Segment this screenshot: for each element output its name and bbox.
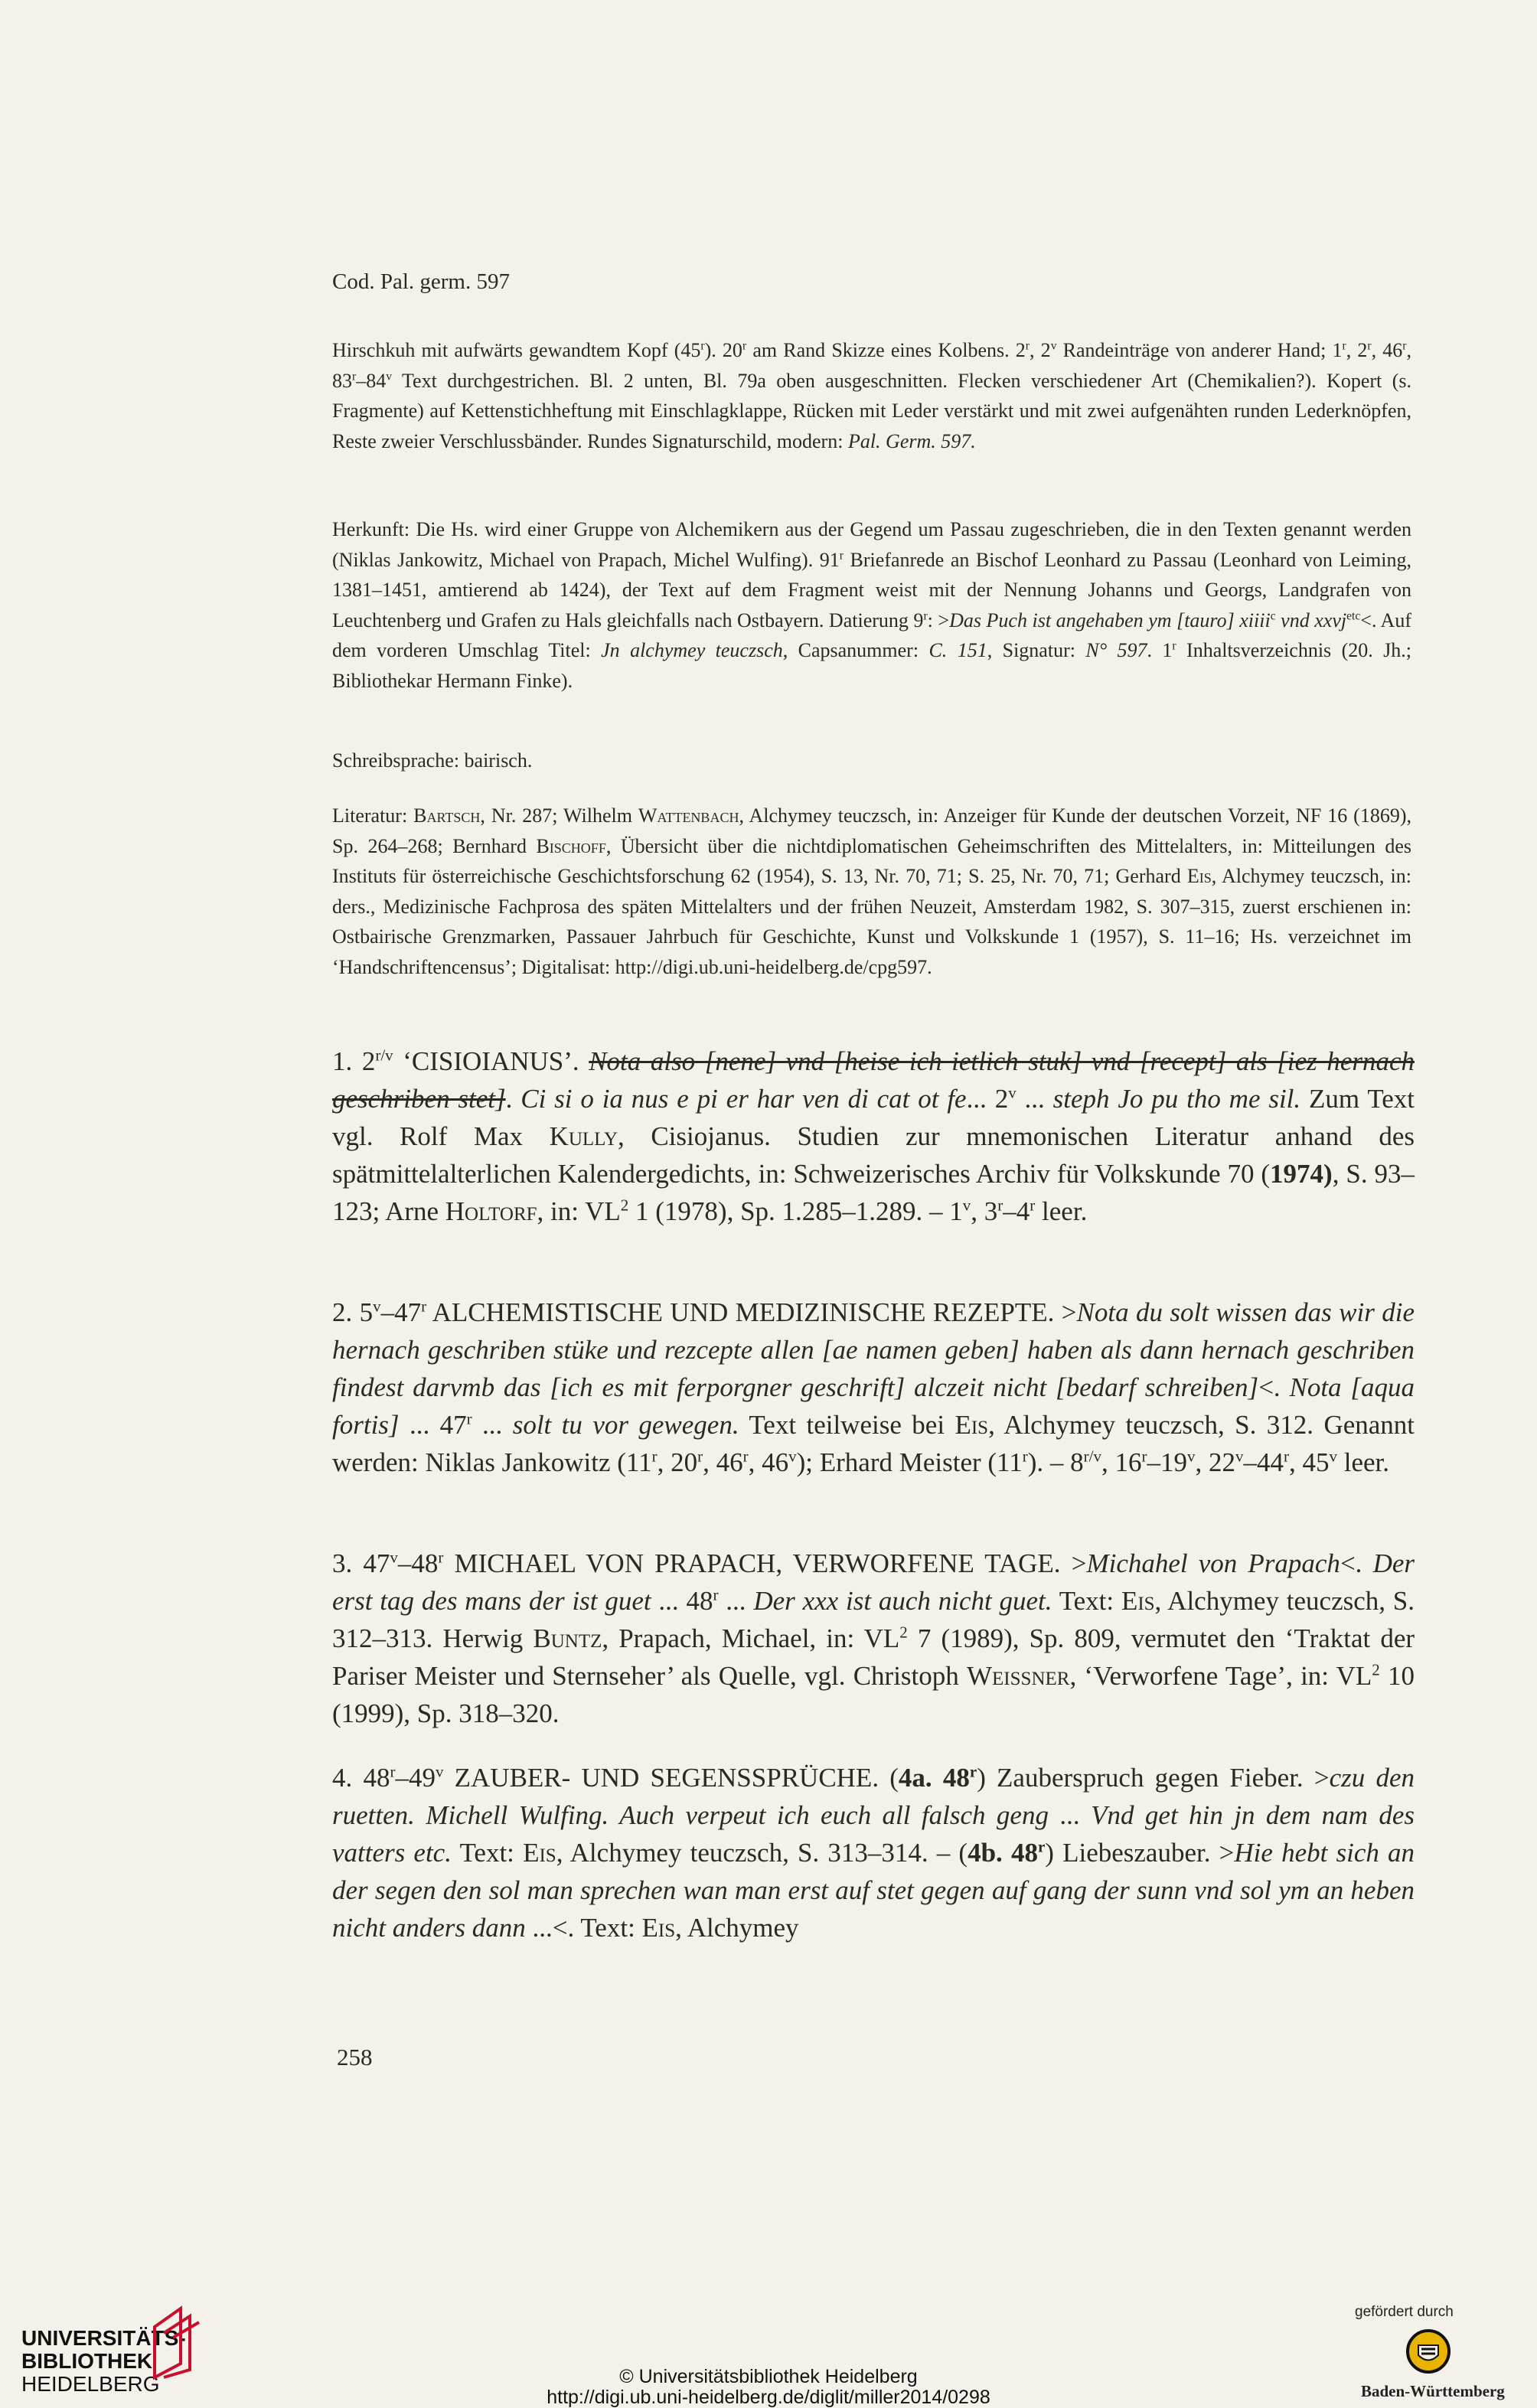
provenance-paragraph: Herkunft: Die Hs. wird einer Gruppe von Alchemikern aus der Gegend um Passau zugeschrieben, die in den Texten genannt werden (Niklas Jankowitz, Michael von Prapach, Michel Wulfing). 91$^r$ Briefanrede an Bischof Leonhard zu Passau (Leonhard von Leiming, 1381–1451, amtierend ab 1424), der Text auf dem Fragment weist mit der Nennung Johanns und Georgs, Landgrafen von Leuchtenberg und Grafen zu Hals gleichfalls nach Ostbayern. Datierung $9^r$: >Das Puch ist angehaben ym [tauro] xiiii$^c$ vnd xxvj$^{etc}$<. Auf dem vorderen Umschlag Titel: Jn alchymey teuczsch, Capsanummer: C. 151, Signatur: N° 597. 1$^r$ Inhaltsverzeichnis (20. Jh.; Bibliothekar Hermann Finke). — [332, 518, 1411, 692]
entry-2: 2. 5$^v$–47$^r$ ALCHEMISTISCHE UND MEDIZINISCHE REZEPTE. >Nota du solt wissen das wir die hernach geschriben stüke und rezcepte allen [ae namen geben] haben als dann hernach geschriben findest darvmb das [ich es mit ferporgner geschrift] alczeit nicht [bedarf schreiben]<. Nota [aqua fortis] ... 47$^r$ ... solt tu vor gewegen. Text teilweise bei Eis, Alchymey teuczsch, S. 312. Genannt werden: Niklas Jankowitz (11$^r$, 20$^r$, 46$^r$, 46$^v$); Erhard Meister (11$^r$). – $8^{r/v}$, 16$^r$–19$^v$, 22$^v$–44$^r$, 45$^v$ leer. — [332, 1297, 1415, 1477]
library-name-line2: BIBLIOTHEK — [21, 2349, 153, 2373]
entry-3: 3. 47$^v$–48$^r$ MICHAEL VON PRAPACH, VERWORFENE TAGE. >Michahel von Prapach<. Der erst tag des mans der ist guet ... 48$^r$ ... Der xxx ist auch nicht guet. Text: Eis, Alchymey teuczsch, S. 312–313. Herwig Buntz, Prapach, Michael, in: $VL^2$ 7 (1989), Sp. 809, vermutet den ‘Traktat der Pariser Meister und Sternseher’ als Quelle, vgl. Christoph Weissner, ‘Verworfene Tage’, in: $VL^2$ 10 (1999), Sp. 318–320. — [332, 1548, 1415, 1728]
scribal-language: Schreibsprache: bairisch. — [332, 749, 533, 772]
sponsor-name: Baden-Württemberg — [1361, 2382, 1505, 2400]
sponsor-label: gefördert durch — [1355, 2304, 1454, 2320]
source-url-link[interactable]: http://digi.ub.uni-heidelberg.de/diglit/miller2014/0298 — [547, 2387, 990, 2408]
literature-paragraph: Literatur: Bartsch, Nr. 287; Wilhelm Wattenbach, Alchymey teuczsch, in: Anzeiger für Kunde der deutschen Vorzeit, NF 16 (1869), Sp. 264–268; Bernhard Bischoff, Übersicht über die nichtdiplomatischen Geheimschriften des Mittelalters, in: Mitteilungen des Instituts für österreichische Geschichtsforschung 62 (1954), S. 13, Nr. 70, 71; S. 25, Nr. 70, 71; Gerhard Eis, Alchymey teuczsch, in: ders., Medizinische Fachprosa des späten Mittelalters und der frühen Neuzeit, Amsterdam 1982, S. 307–315, zuerst erschienen in: Ostbairische Grenzmarken, Passauer Jahrbuch für Geschichte, Kunst und Volkskunde 1 (1957), S. 11–16; Hs. verzeichnet im ‘Handschriftencensus’; Digitalisat: http://digi.ub.uni-heidelberg.de/cpg597. — [332, 804, 1412, 978]
library-name-line1: UNIVERSITÄTS- — [21, 2326, 186, 2350]
coat-of-arms-icon — [1405, 2328, 1451, 2374]
copyright-text: © Universitätsbibliothek Heidelberg — [619, 2366, 918, 2387]
description-paragraph: Hirschkuh mit aufwärts gewandtem Kopf (45$^r$). 20$^r$ am Rand Skizze eines Kolbens. 2$^r$, 2$^v$ Randeinträge von anderer Hand; 1$^r$, 2$^r$, 46$^r$, 83$^r$–84$^v$ Text durchgestrichen. Bl. 2 unten, Bl. 79a oben ausgeschnitten. Flecken verschiedener Art (Chemikalien?). Kopert (s. Fragmente) auf Kettenstichheftung mit Einschlagklappe, Rücken mit Leder verstärkt und mit zwei aufgenähten runden Lederknöpfen, Reste zweier Verschlussbänder. Rundes Signaturschild, modern: Pal. Germ. 597. — [332, 339, 1411, 452]
running-head: Cod. Pal. germ. 597 — [332, 269, 510, 294]
copyright-block — [0, 2367, 1537, 2408]
entry-1: 1. $2^{r/v}$ ‘CISIOIANUS’. Nota also [nene] vnd [heise ich ietlich stuk] vnd [recept] als [iez hernach geschriben stet]. Ci si o ia nus e pi er har ven di cat ot fe... 2$^v$ ... steph Jo pu tho me sil. Zum Text vgl. Rolf Max Kully, Cisiojanus. Studien zur mnemonischen Literatur anhand des spätmittelalterlichen Kalendergedichts, in: Schweizerisches Archiv für Volkskunde 70 (1974), S. 93–123; Arne Holtorf, in: $VL^2$ 1 (1978), Sp. 1.285–1.289. – 1$^v$, 3$^r$–4$^r$ leer. — [332, 1046, 1415, 1226]
entry-4: 4. 48$^r$–49$^v$ ZAUBER- UND SEGENSSPRÜCHE. (4a. 48$^r$) Zauberspruch gegen Fieber. >czu den ruetten. Michell Wulfing. Auch verpeut ich euch all falsch geng ... Vnd get hin jn dem nam des vatters etc. Text: Eis, Alchymey teuczsch, S. 313–314. – (4b. 48$^r$) Liebeszauber. >Hie hebt sich an der segen den sol man sprechen wan man erst auf stet gegen auf gang der sunn vnd sol ym an heben nicht anders dann ...<. Text: Eis, Alchymey — [332, 1762, 1415, 1943]
page-number: 258 — [337, 2044, 373, 2070]
library-name-line3: HEIDELBERG — [21, 2372, 160, 2396]
